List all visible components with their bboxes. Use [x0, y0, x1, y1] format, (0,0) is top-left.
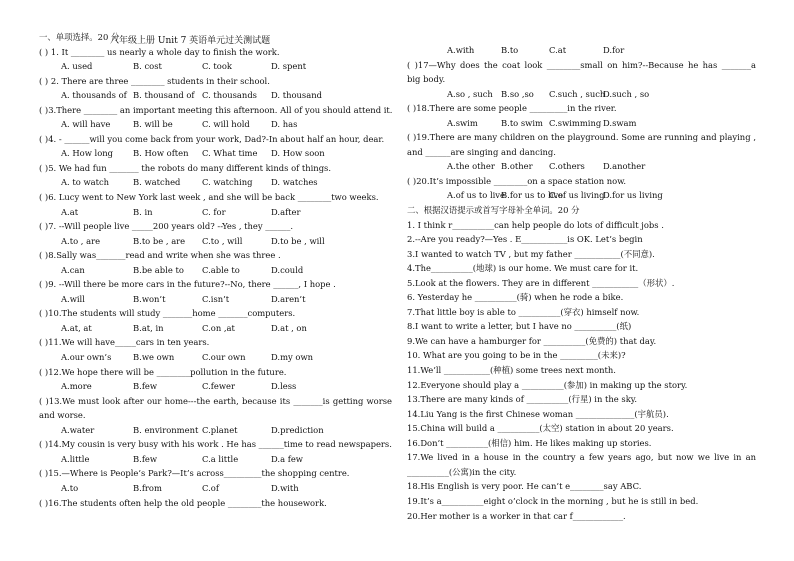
question-line: big body. [407, 74, 446, 85]
question-line: 1. I think r__________can help people do lots of difficult jobs . [407, 219, 664, 230]
option-d: D.after [271, 206, 301, 217]
answer-options [39, 117, 392, 132]
question-line: ( )10.The students will study _______home _______computers. [39, 308, 296, 319]
option-d: D.less [271, 381, 297, 392]
answer-options [39, 350, 392, 365]
question-line: 19.It’s a__________eight o’clock in the morning , but he is still in bed. [407, 495, 699, 506]
answer-options [407, 159, 756, 174]
answer-options [39, 321, 392, 336]
option-d: D.with [271, 482, 299, 493]
option-b: B.we own [133, 352, 175, 363]
question-line: ( )5. We had fun _______ the robots do many different kinds of things. [39, 162, 332, 173]
option-a: A.the other [447, 161, 495, 172]
answer-options [39, 234, 392, 249]
option-b: B. cost [133, 61, 162, 72]
option-b: B.to be , are [133, 235, 186, 246]
question-line: 20.Her mother is a worker in that car f____________. [407, 510, 626, 521]
option-d: D.such , so [603, 88, 650, 99]
question-line: ( )7. --Will people live _____200 years old? --Yes , they ______. [39, 221, 294, 232]
option-c: C.swimming [549, 117, 602, 128]
question-line: 4.The__________(地球) is our home. We must care for it. [407, 263, 639, 274]
option-b: B. How often [133, 148, 189, 159]
question-line: ( )4. - ______will you come back from your work, Dad?-In about half an hour, dear. [39, 133, 385, 144]
option-a: A.with [447, 45, 475, 55]
question-line: __________(公寓)in the city. [407, 466, 517, 477]
question-line: ( )16.The students often help the old people ________the housework. [39, 497, 327, 508]
option-a: A.will [61, 293, 85, 304]
option-a: A. thousands of [61, 90, 127, 101]
option-a: A.can [61, 264, 85, 275]
answer-options [39, 175, 392, 190]
option-c: C.on ,at [202, 322, 235, 333]
option-b: B.won’t [133, 293, 166, 304]
option-c: C. will hold [202, 119, 250, 130]
question-line: 10. What are you going to be in the _________(未来)? [407, 350, 626, 361]
option-d: D.aren’t [271, 293, 306, 304]
option-b: B.few [133, 381, 158, 392]
option-a: A.our own’s [61, 352, 112, 363]
option-b: B.be able to [133, 264, 184, 275]
answer-options [407, 87, 756, 102]
option-a: A. will have [61, 119, 111, 130]
option-b: B. in [133, 206, 153, 217]
answer-options [39, 263, 392, 278]
question-line: 9.We can have a hamburger for __________(免费的) that day. [407, 335, 657, 346]
option-a: A.little [61, 453, 90, 464]
option-c: C.isn’t [202, 293, 230, 304]
option-c: C.our own [202, 352, 246, 363]
option-d: D.at , on [271, 322, 307, 333]
option-b: B.from [133, 482, 162, 493]
question-line: 11.We’ll ___________(种植) some trees next month. [407, 365, 616, 376]
question-line: ( )9. --Will there be more cars in the future?--No, there ______, I hope . [39, 279, 336, 290]
question-line: ( )11.We will have_____cars in ten years. [39, 337, 210, 348]
question-line: 12.Everyone should play a __________(参加) in making up the story. [407, 379, 688, 390]
option-b: B. watched [133, 177, 181, 188]
option-c: C.fewer [202, 381, 235, 392]
question-line: and worse. [39, 410, 86, 421]
question-line: and ______are singing and dancing. [407, 146, 556, 157]
question-line: 2.--Are you ready?—Yes . E___________is OK. Let’s begin [407, 234, 643, 245]
option-a: A.more [61, 381, 92, 392]
answer-options [407, 43, 756, 58]
option-c: C. What time [202, 148, 258, 159]
option-a: A.to [61, 482, 79, 493]
option-a: A.at [61, 206, 79, 217]
question-line: 15.China will build a __________(太空) station in about 20 years. [407, 423, 674, 434]
section-heading: 二、根据汉语提示或首写字母补全单词。20 分 [407, 205, 580, 216]
answer-options [39, 481, 392, 496]
answer-options [39, 146, 392, 161]
option-b: B. environment [133, 424, 199, 435]
option-b: B.to [501, 45, 519, 55]
option-c: C.at [549, 45, 567, 55]
left-column [39, 0, 392, 510]
option-d: D.prediction [271, 424, 324, 435]
question-line: ( )18.There are some people _________in the river. [407, 103, 617, 114]
question-line: 13.There are many kinds of __________(行星) in the sky. [407, 394, 638, 405]
question-line: 17.We lived in a house in the country a few years ago, but now we live in an [407, 452, 756, 463]
question-line: 6. Yesterday he __________(骑) when he rode a bike. [407, 292, 624, 303]
answer-options [407, 188, 756, 203]
section-heading: 一、单项选择。20 分 [39, 32, 120, 42]
option-b: B.for us to live [501, 190, 564, 201]
option-c: C.of us living [549, 190, 605, 201]
question-line: ( )19.There are many children on the playground. Some are running and playing , [407, 132, 756, 143]
question-line: 16.Don’t __________(相信) him. He likes making up stories. [407, 437, 652, 448]
question-line: ( ) 2. There are three ________ students in their school. [39, 75, 270, 86]
option-c: C.others [549, 161, 585, 172]
option-b: B.other [501, 161, 533, 172]
question-line: ( ) 1. It ________ us nearly a whole day to finish the work. [39, 46, 280, 57]
question-line: ( )12.We hope there will be ________pollution in the future. [39, 366, 287, 377]
question-line: 7.That little boy is able to __________(穿衣) himself now. [407, 306, 640, 317]
option-a: A.at, at [61, 322, 92, 333]
question-line: 3.I wanted to watch TV , but my father ___________(不同意). [407, 248, 655, 259]
option-a: A.of us to live [447, 190, 505, 201]
question-line: ( )6. Lucy went to New York last week , and she will be back ________two weeks. [39, 192, 379, 203]
option-d: D.to be , will [271, 235, 325, 246]
question-line: 18.His English is very poor. He can’t e________say ABC. [407, 481, 642, 492]
option-c: C. took [202, 61, 232, 72]
option-b: B.at, in [133, 322, 164, 333]
option-a: A.swim [447, 117, 478, 128]
right-column [407, 0, 756, 523]
answer-options [39, 59, 392, 74]
option-d: D.could [271, 264, 304, 275]
question-line: ( )3.There ________ an important meeting this afternoon. All of you should attend it. [39, 104, 392, 115]
question-line: ( )14.My cousin is very busy with his work . He has ______time to read newspapers. [39, 439, 392, 450]
question-line: ( )17—Why does the coat look ________small on him?--Because he has _______a [407, 59, 756, 70]
option-c: C.a little [202, 453, 239, 464]
question-line: 8.I want to write a letter, but I have no __________(纸) [407, 321, 632, 332]
option-d: D.swam [603, 117, 637, 128]
answer-options [39, 452, 392, 467]
question-line: ( )8.Sally was_______read and write when she was three . [39, 250, 281, 261]
option-d: D.my own [271, 352, 314, 363]
answer-options [39, 292, 392, 307]
question-line: 5.Look at the flowers. They are in different ___________（形状）. [407, 277, 675, 288]
option-c: C. watching [202, 177, 253, 188]
option-d: D.for [603, 45, 625, 55]
option-b: B. thousand of [133, 90, 195, 101]
option-d: D. watches [271, 177, 318, 188]
question-line: ( )13.We must look after our home---the earth, because its _______is getting worse [39, 395, 392, 406]
option-d: D.another [603, 161, 646, 172]
option-b: B.few [133, 453, 158, 464]
option-a: A.so , such [447, 88, 493, 99]
answer-options [407, 116, 756, 131]
option-c: C. thousands [202, 90, 257, 101]
option-c: C.to , will [202, 235, 243, 246]
option-c: C.of [202, 482, 219, 493]
answer-options [39, 88, 392, 103]
option-a: A.to , are [61, 235, 101, 246]
option-b: B.to swim [501, 117, 543, 128]
option-c: C.such , such [549, 88, 606, 99]
option-c: C.able to [202, 264, 240, 275]
option-b: B.so ,so [501, 88, 534, 99]
option-d: D. has [271, 119, 298, 130]
question-line: ( )15.—Where is People’s Park?—It’s across_________the shopping centre. [39, 468, 350, 479]
option-d: D.a few [271, 453, 303, 464]
option-c: C. for [202, 206, 226, 217]
option-d: D. thousand [271, 90, 322, 101]
option-a: A. used [61, 61, 93, 72]
option-c: C.planet [202, 424, 238, 435]
answer-options [39, 205, 392, 220]
page-title: 八年级上册 Unit 7 英语单元过关测试题 [110, 36, 271, 46]
option-a: A. to watch [61, 177, 110, 188]
option-a: A.water [61, 424, 95, 435]
answer-options [39, 379, 392, 394]
answer-options [39, 423, 392, 438]
question-line: ( )20.It’s impossible ________on a space station now. [407, 175, 627, 186]
option-b: B. will be [133, 119, 173, 130]
question-line: 14.Liu Yang is the first Chinese woman ______________(宇航员). [407, 408, 669, 419]
option-a: A. How long [61, 148, 114, 159]
option-d: D. spent [271, 61, 307, 72]
option-d: D. How soon [271, 148, 325, 159]
option-d: D.for us living [603, 190, 663, 201]
